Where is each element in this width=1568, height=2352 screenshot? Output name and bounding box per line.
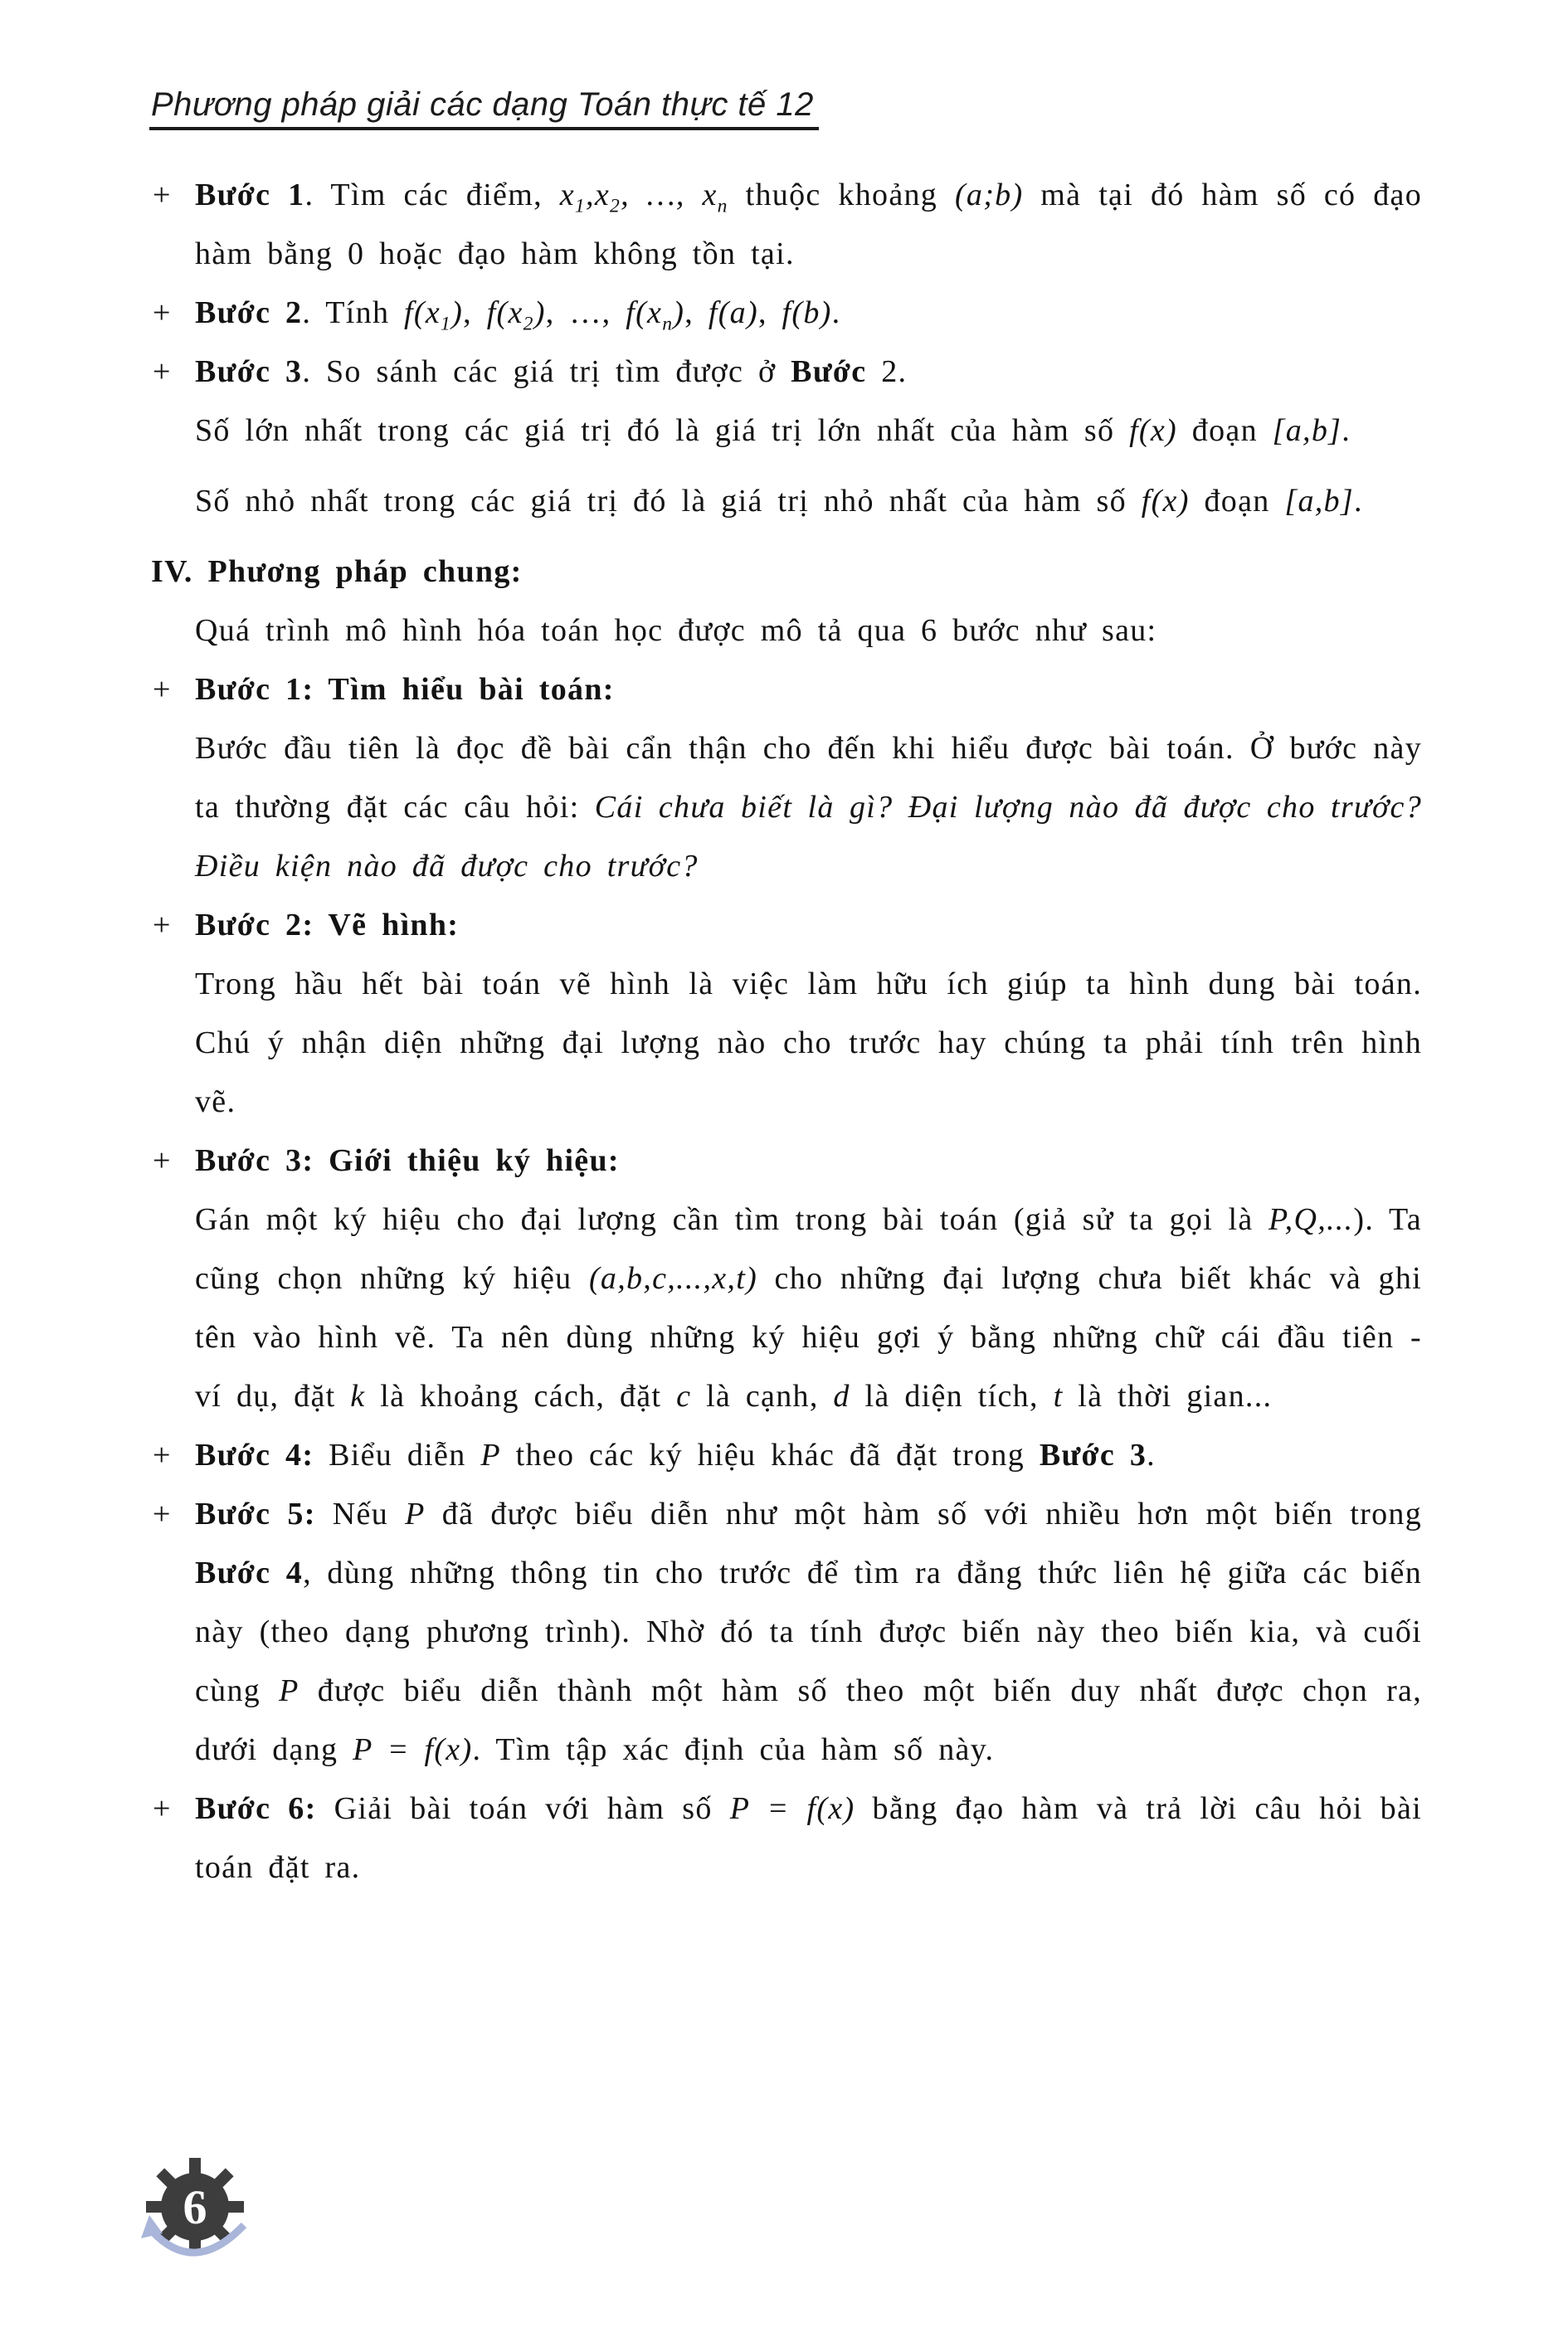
step-5-reduce: + Bước 5: Nếu P đã được biểu diễn như một hàm số với nhiều hơn một biến trong Bước 4, dùng những thông tin cho trước để tìm ra đẳng thức liên hệ giữa các biến này (theo dạng phương trình). Nhờ đó ta tính được biến này theo biến kia, và cuối cùng P được biểu diễn thành một hàm số theo một biến duy nhất được chọn ra, dưới dạng P = f(x). Tìm tập xác định của hàm số này. [151,1485,1422,1780]
running-header [149,86,819,130]
step-2-draw-heading: + Bước 2: Vẽ hình: [151,896,1422,955]
page-number-badge [139,2154,256,2278]
bullet-marker: + [153,1438,172,1473]
step-1-understand-heading: + Bước 1: Tìm hiểu bài toán: [151,660,1422,719]
step-4-express: + Bước 4: Biểu diễn P theo các ký hiệu khác đã đặt trong Bước 3. [151,1426,1422,1485]
bullet-marker: + [153,908,172,942]
page-number: 6 [183,2180,207,2234]
max-value-note: Số lớn nhất trong các giá trị đó là giá trị lớn nhất của hàm số f(x) đoạn [a,b]. [195,413,1351,448]
bullet-marker: + [153,1497,172,1531]
book-title-header: Phương pháp giải các dạng Toán thực tế 12 [149,86,819,130]
step-3-notation-body: Gán một ký hiệu cho đại lượng cần tìm trong bài toán (giả sử ta gọi là P,Q,...). Ta cũng chọn những ký hiệu (a,b,c,...,x,t) cho những đại lượng chưa biết khác và ghi tên vào hình vẽ. Ta nên dùng những ký hiệu gợi ý bằng những chữ cái đầu tiên - ví dụ, đặt k là khoảng cách, đặt c là cạnh, d là diện tích, t là thời gian... [195,1202,1423,1414]
section-iv-heading: IV. Phương pháp chung: [151,554,523,589]
bullet-marker: + [153,672,172,707]
bullet-marker: + [153,1143,172,1178]
bullet-marker: + [153,178,172,212]
bullet-marker: + [153,354,172,389]
bullet-marker: + [153,295,172,330]
content [151,166,1422,1897]
step-3-notation-heading: + Bước 3: Giới thiệu ký hiệu: [151,1132,1422,1191]
modeling-intro: Quá trình mô hình hóa toán học được mô tả qua 6 bước như sau: [195,613,1157,648]
step-2-compute-values: + Bước 2. Tính $f(x_1)$, $f(x_2)$, …, $f(x_n)$, f(a), f(b). [151,284,1422,343]
step-2-draw-body: Trong hầu hết bài toán vẽ hình là việc làm hữu ích giúp ta hình dung bài toán. Chú ý nhận diện những đại lượng nào cho trước hay chúng ta phải tính trên hình vẽ. [195,967,1422,1119]
bullet-marker: + [153,1791,172,1826]
step-3-compare-values: + Bước 3. So sánh các giá trị tìm được ở Bước 2. [151,343,1422,402]
step-1-understand-body: Bước đầu tiên là đọc đề bài cẩn thận cho đến khi hiểu được bài toán. Ở bước này ta thường đặt các câu hỏi: Cái chưa biết là gì? Đại lượng nào đã được cho trước? Điều kiện nào đã được cho trước? [195,731,1422,884]
step-1-find-points: + Bước 1. Tìm các điểm, $x_1,x_2$, …, $x_n$ thuộc khoảng (a;b) mà tại đó hàm số có đạo hàm bằng 0 hoặc đạo hàm không tồn tại. [151,166,1422,284]
min-value-note: Số nhỏ nhất trong các giá trị đó là giá trị nhỏ nhất của hàm số f(x) đoạn [a,b]. [195,484,1363,519]
step-6-solve: + Bước 6: Giải bài toán với hàm số P = f(x) bằng đạo hàm và trả lời câu hỏi bài toán đặt ra. [151,1780,1422,1897]
